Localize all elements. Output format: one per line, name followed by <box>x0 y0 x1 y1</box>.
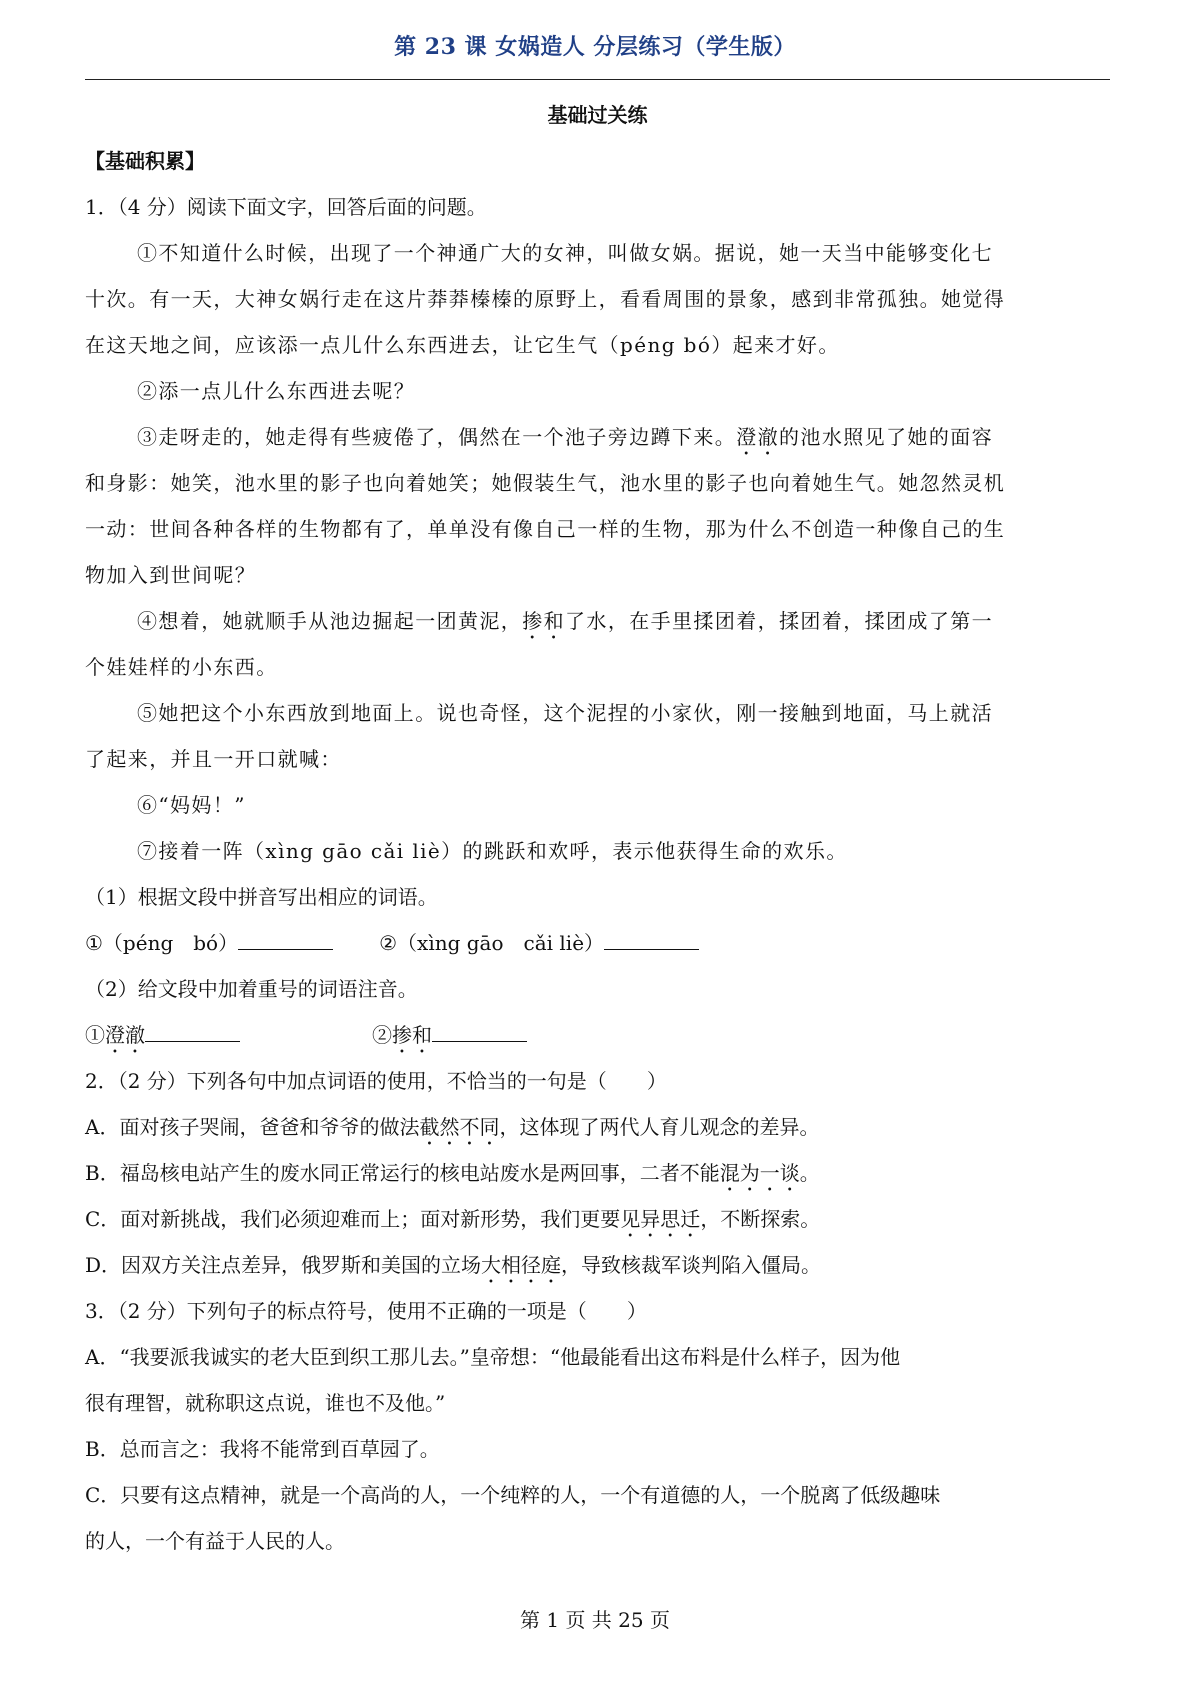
passage-line: 了起来，并且一开口就喊： <box>85 747 342 771</box>
passage-text: ③走呀走的，她走得有些疲倦了，偶然在一个池子旁边蹲下来。 <box>137 425 737 449</box>
question-2-stem <box>85 1058 1110 1104</box>
option-text: 。 <box>799 1161 820 1185</box>
passage-line: 物加入到世间呢？ <box>85 563 257 587</box>
page-header-title: 第 23 课 女娲造人 分层练习（学生版） <box>394 34 796 60</box>
pinyin-prompt: ①（péng bó） <box>85 931 239 955</box>
passage-line: ①不知道什么时候，出现了一个神通广大的女神，叫做女娲。据说，她一天当中能够变化七 <box>137 241 993 265</box>
question-text: ） <box>626 1299 647 1323</box>
option-text: ，不断探索。 <box>700 1207 821 1231</box>
passage-text: ④想着，她就顺手从池边掘起一团黄泥， <box>137 609 523 633</box>
passage-line: 和身影：她笑，池水里的影子也向着她笑；她假装生气，池水里的影子也向着她生气。她忽然灵机 <box>85 471 1006 495</box>
document-body <box>85 92 1110 1564</box>
option-d[interactable] <box>85 1242 1110 1288</box>
emphasized-word: 见异思迁 <box>620 1207 701 1231</box>
header-divider <box>85 79 1110 80</box>
question-1-stem: 1．（4 分）阅读下面文字，回答后面的问题。 <box>85 195 487 219</box>
option-c[interactable]: C．只要有这点精神，就是一个高尚的人，一个纯粹的人，一个有道德的人，一个脱离了低级趣味 <box>85 1483 941 1507</box>
option-b[interactable] <box>85 1150 1110 1196</box>
option-text: D．因双方关注点差异，俄罗斯和美国的立场 <box>85 1253 482 1277</box>
item-number: ① <box>85 1023 105 1047</box>
passage-line <box>85 598 1110 644</box>
option-b[interactable]: B．总而言之：我将不能常到百草园了。 <box>85 1437 440 1461</box>
pinyin-prompt: ②（xìng gāo cǎi liè） <box>379 931 605 955</box>
answer-row-1 <box>85 920 1110 966</box>
answer-blank[interactable] <box>604 923 699 950</box>
answer-blank[interactable] <box>238 923 333 950</box>
sub-question-1: （1）根据文段中拼音写出相应的词语。 <box>85 885 438 909</box>
passage-line: 在这天地之间，应该添一点儿什么东西进去，让它生气（péng bó）起来才好。 <box>85 333 840 357</box>
passage-line: 一动：世间各种各样的生物都有了，单单没有像自己一样的生物，那为什么不创造一种像自己的生 <box>85 517 1006 541</box>
option-c-continued: 的人，一个有益于人民的人。 <box>85 1529 345 1553</box>
passage-text: 的池水照见了她的面容 <box>779 425 994 449</box>
option-c[interactable] <box>85 1196 1110 1242</box>
option-text: B．福岛核电站产生的废水同正常运行的核电站废水是两回事，二者不能 <box>85 1161 720 1185</box>
passage-line: ⑥“妈妈！” <box>137 793 246 817</box>
emphasized-word: 澄澈 <box>105 1023 145 1047</box>
emphasized-word: 截然不同 <box>419 1115 500 1139</box>
emphasized-word: 掺和 <box>522 609 566 633</box>
option-text: C．面对新挑战，我们必须迎难而上；面对新形势，我们更要 <box>85 1207 621 1231</box>
option-a[interactable] <box>85 1104 1110 1150</box>
emphasized-word: 混为一谈 <box>719 1161 800 1185</box>
option-text: A．面对孩子哭闹，爸爸和爷爷的做法 <box>85 1115 420 1139</box>
emphasized-word: 澄澈 <box>736 425 780 449</box>
page-number: 第 1 页 共 25 页 <box>520 1608 670 1632</box>
passage-line: ⑤她把这个小东西放到地面上。说也奇怪，这个泥捏的小家伙，刚一接触到地面，马上就活 <box>137 701 993 725</box>
passage-line: ②添一点儿什么东西进去呢？ <box>137 379 416 403</box>
option-a[interactable]: A．“我要派我诚实的老大臣到织工那儿去。”皇帝想：“他最能看出这布料是什么样子，因为他 <box>85 1345 901 1369</box>
answer-blank[interactable] <box>432 1015 527 1042</box>
question-text: 3．（2 分）下列句子的标点符号，使用不正确的一项是（ <box>85 1299 587 1323</box>
question-3-stem <box>85 1288 1110 1334</box>
section-title: 基础过关练 <box>547 103 648 127</box>
passage-line <box>85 414 1110 460</box>
sub-question-2: （2）给文段中加着重号的词语注音。 <box>85 977 418 1001</box>
passage-text: 了水，在手里揉团着，揉团着，揉团成了第一 <box>565 609 994 633</box>
option-text: ，导致核裁军谈判陷入僵局。 <box>561 1253 822 1277</box>
subsection-title: 【基础积累】 <box>85 149 205 173</box>
passage-line: 十次。有一天，大神女娲行走在这片莽莽榛榛的原野上，看看周围的景象，感到非常孤独。她觉得 <box>85 287 1006 311</box>
answer-row-2 <box>85 1012 1110 1058</box>
emphasized-word: 掺和 <box>392 1023 432 1047</box>
item-number: ② <box>372 1023 392 1047</box>
option-a-continued: 很有理智，就称职这点说，谁也不及他。” <box>85 1391 446 1415</box>
emphasized-word: 大相径庭 <box>481 1253 562 1277</box>
option-text: ，这体现了两代人育儿观念的差异。 <box>499 1115 820 1139</box>
passage-line: ⑦接着一阵（xìng gāo cǎi liè）的跳跃和欢呼，表示他获得生命的欢乐。 <box>137 839 848 863</box>
passage-line: 个娃娃样的小东西。 <box>85 655 278 679</box>
question-text: 2．（2 分）下列各句中加点词语的使用，不恰当的一句是（ <box>85 1069 607 1093</box>
answer-blank[interactable] <box>145 1015 240 1042</box>
question-text: ） <box>646 1069 667 1093</box>
